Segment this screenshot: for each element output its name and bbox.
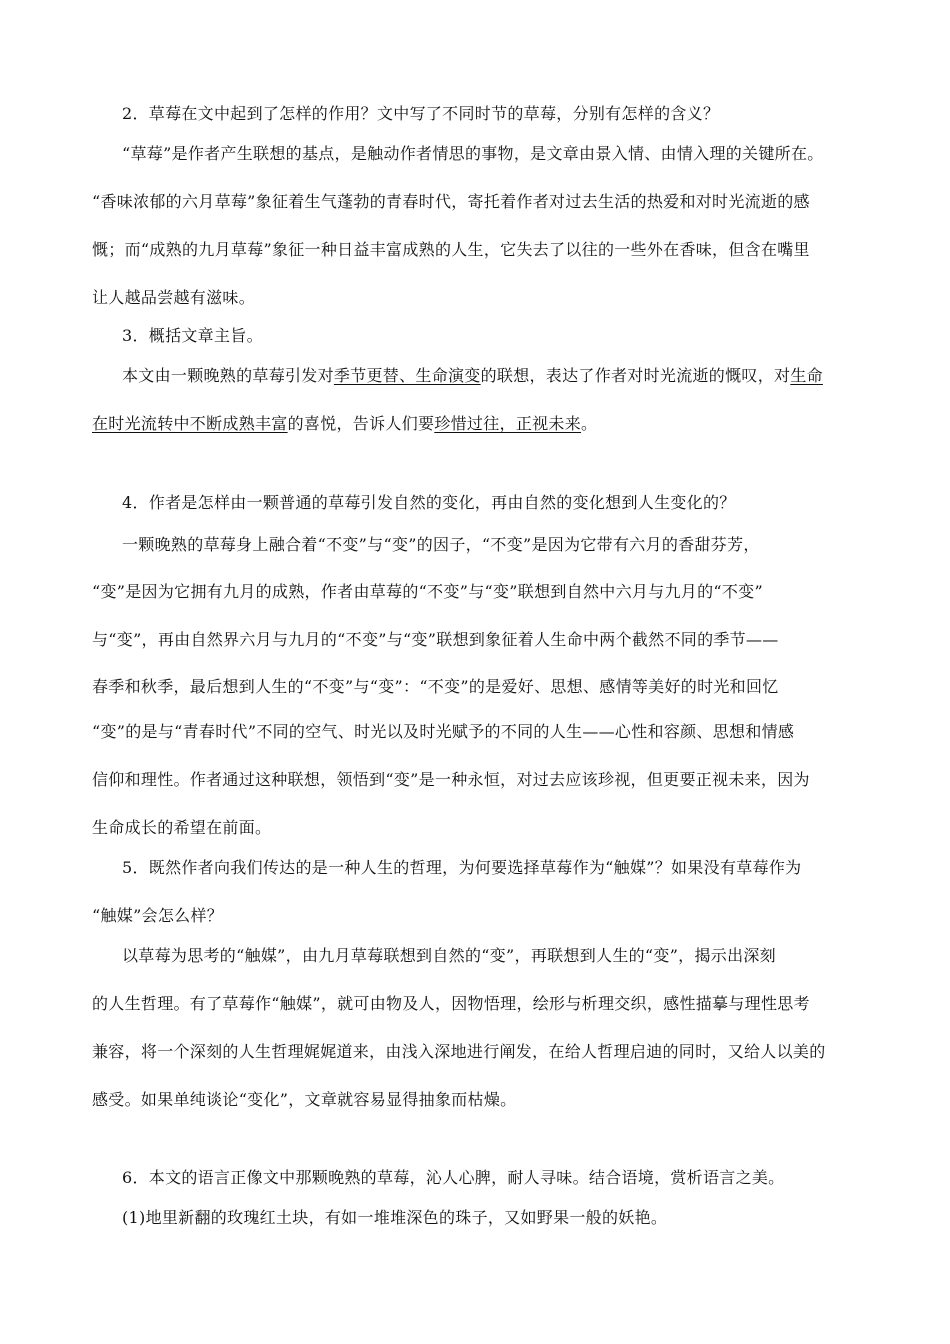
q3-answer-line bbox=[122, 366, 823, 386]
q4-answer-line: 生命成长的希望在前面。 bbox=[92, 818, 272, 837]
q3-text: 。 bbox=[581, 414, 598, 433]
q6-subquestion-1: (1)地里新翻的玫瑰红土块，有如一堆堆深色的珠子，又如野果一般的妖艳。 bbox=[122, 1208, 668, 1227]
q3-key-phrase: 珍惜过往，正视未来 bbox=[434, 414, 582, 433]
q3-question: 3．概括文章主旨。 bbox=[122, 326, 263, 345]
q2-answer-line: 慨；而“成熟的九月草莓”象征一种日益丰富成熟的人生，它失去了以往的一些外在香味，但含在嘴里 bbox=[92, 240, 810, 259]
q3-key-phrase: 在时光流转中不断成熟丰富 bbox=[92, 414, 288, 433]
q5-question: “触媒”会怎么样？ bbox=[92, 906, 224, 925]
q5-answer-line: 的人生哲理。有了草莓作“触媒”，就可由物及人，因物悟理，绘形与析理交织，感性描摹与理性思考 bbox=[92, 994, 810, 1013]
q3-key-phrase: 季节更替、生命演变 bbox=[333, 366, 481, 385]
q3-text: 本文由一颗晚熟的草莓引发对 bbox=[122, 366, 334, 385]
q2-answer-line: “香味浓郁的六月草莓”象征着生气蓬勃的青春时代，寄托着作者对过去生活的热爱和对时光流逝的感 bbox=[92, 192, 810, 211]
q2-answer-line: 让人越品尝越有滋味。 bbox=[92, 288, 256, 307]
q4-answer-line: “变”的是与“青春时代”不同的空气、时光以及时光赋予的不同的人生——心性和容颜、思想和情感 bbox=[92, 722, 795, 741]
q4-answer-line: 信仰和理性。作者通过这种联想，领悟到“变”是一种永恒，对过去应该珍视，但更要正视未来，因为 bbox=[92, 770, 810, 789]
q3-key-phrase: 生命 bbox=[790, 366, 823, 385]
q4-answer-line: “变”是因为它拥有九月的成熟，作者由草莓的“不变”与“变”联想到自然中六月与九月的“不变” bbox=[92, 582, 763, 601]
q4-answer-line: 一颗晚熟的草莓身上融合着“不变”与“变”的因子，“不变”是因为它带有六月的香甜芬芳， bbox=[122, 535, 760, 554]
q2-answer-line: “草莓”是作者产生联想的基点，是触动作者情思的事物，是文章由景入情、由情入理的关键所在。 bbox=[122, 144, 824, 163]
q3-text: 的联想，表达了作者对时光流逝的慨叹，对 bbox=[480, 366, 791, 385]
q6-question: 6．本文的语言正像文中那颗晚熟的草莓，沁人心脾，耐人寻味。结合语境，赏析语言之美。 bbox=[122, 1168, 785, 1187]
q3-text: 的喜悦，告诉人们要 bbox=[287, 414, 435, 433]
q4-question: 4．作者是怎样由一颗普通的草莓引发自然的变化，再由自然的变化想到人生变化的？ bbox=[122, 493, 736, 512]
q3-answer-line bbox=[92, 414, 597, 434]
q5-question: 5．既然作者向我们传达的是一种人生的哲理，为何要选择草莓作为“触媒”？如果没有草莓作为 bbox=[122, 858, 802, 877]
q4-answer-line: 与“变”，再由自然界六月与九月的“不变”与“变”联想到象征着人生命中两个截然不同的季节—— bbox=[92, 630, 779, 649]
q5-answer-line: 感受。如果单纯谈论“变化”，文章就容易显得抽象而枯燥。 bbox=[92, 1090, 517, 1109]
q5-answer-line: 兼容，将一个深刻的人生哲理娓娓道来，由浅入深地进行阐发，在给人哲理启迪的同时，又给人以美的 bbox=[92, 1042, 826, 1061]
q5-answer-line: 以草莓为思考的“触媒”，由九月草莓联想到自然的“变”，再联想到人生的“变”，揭示出深刻 bbox=[122, 946, 776, 965]
q2-question: 2．草莓在文中起到了怎样的作用？文中写了不同时节的草莓，分别有怎样的含义？ bbox=[122, 104, 720, 123]
q4-answer-line: 春季和秋季，最后想到人生的“不变”与“变”：“不变”的是爱好、思想、感情等美好的时光和回忆 bbox=[92, 677, 779, 696]
